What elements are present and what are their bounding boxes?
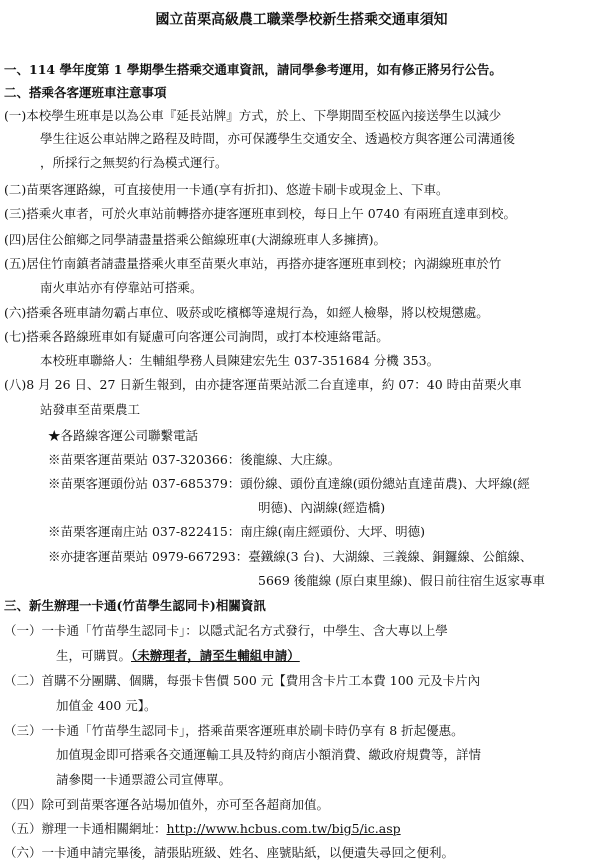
contacts-heading: ★各路線客運公司聯繫電話 bbox=[48, 428, 199, 443]
ic-card-link[interactable]: http://www.hcbus.com.tw/big5/ic.asp bbox=[166, 821, 401, 836]
item-3-3-line1: （三）一卡通「竹苗學生認同卡」，搭乘苗栗客運班車於刷卡時仍享有 8 折起優惠。 bbox=[4, 723, 464, 738]
item-3-1-line1: （一）一卡通「竹苗學生認同卡」：以隱式記名方式發行，中學生、含大專以上學 bbox=[4, 623, 448, 638]
item-3-3-line3: 請參閱一卡通票證公司宣傳單。 bbox=[56, 772, 232, 787]
item-2-8-line1: (八)8 月 26 日、27 日新生報到，由亦捷客運苗栗站派二台直達車，約 07：40 時由苗栗火車 bbox=[4, 377, 522, 392]
contact-line-2a: ※苗栗客運頭份站 037-685379：頭份線、頭份直達線(頭份總站直達苗農)、大坪線(經 bbox=[48, 476, 530, 491]
contact-line-2b: 明德)、內湖線(經造橋) bbox=[258, 500, 386, 515]
contact-line-3: ※苗栗客運南庄站 037-822415：南庄線(南庄經頭份、大坪、明德) bbox=[48, 524, 426, 539]
page-title: 國立苗栗高級農工職業學校新生搭乘交通車須知 bbox=[155, 12, 448, 28]
item-2-5-line2: 南火車站亦有停靠站可搭乘。 bbox=[40, 280, 203, 295]
item-3-4: （四）除可到苗栗客運各站場加值外，亦可至各超商加值。 bbox=[4, 797, 330, 812]
item-2-1-line1: (一)本校學生班車是以為公車『延長站牌』方式，於上、下學期間至校區內接送學生以減少 bbox=[4, 108, 502, 123]
item-2-3: (三)搭乘火車者，可於火車站前轉搭亦捷客運班車到校，每日上午 0740 有兩班直達車到校。 bbox=[4, 206, 517, 221]
item-3-2-line1: （二）首購不分團購、個購，每張卡售價 500 元【費用含卡片工本費 100 元及卡片內 bbox=[4, 673, 481, 688]
section-2-heading: 二、搭乘各客運班車注意事項 bbox=[4, 85, 167, 100]
item-3-3-line2: 加值現金即可搭乘各交通運輸工具及特約商店小額消費、繳政府規費等，詳情 bbox=[56, 747, 482, 762]
item-2-1-line3: ，所採行之無契約行為模式運行。 bbox=[40, 155, 228, 170]
contact-person: 本校班車聯絡人：生輔組學務人員陳建宏先生 037-351684 分機 353。 bbox=[40, 353, 440, 368]
apply-note: （未辦理者，請至生輔組申請） bbox=[131, 648, 300, 663]
contact-line-4a: ※亦捷客運苗栗站 0979-667293：臺鐵線(3 台)、大湖線、三義線、銅鑼線、公館線、 bbox=[48, 549, 533, 564]
item-3-1-line2 bbox=[56, 647, 300, 665]
item-2-1-line2: 學生往返公車站牌之路程及時間，亦可保護學生交通安全、透過校方與客運公司溝通後 bbox=[40, 131, 516, 146]
item-2-7: (七)搭乘各路線班車如有疑慮可向客運公司詢問，或打本校連絡電話。 bbox=[4, 329, 389, 344]
item-3-2-line2: 加值金 400 元】。 bbox=[56, 698, 157, 713]
item-3-5-label: （五）辦理一卡通相關網址： bbox=[4, 821, 167, 836]
section-3-heading: 三、新生辦理一卡通(竹苗學生認同卡)相關資訊 bbox=[4, 598, 266, 613]
item-2-6: (六)搭乘各班車請勿霸占車位、吸菸或吃檳榔等違規行為，如經人檢舉，將以校規懲處。 bbox=[4, 305, 489, 320]
item-3-1-line2-text: 生，可購買。 bbox=[56, 648, 132, 663]
item-3-6: （六）一卡通申請完畢後，請張貼班級、姓名、座號貼紙，以便遺失尋回之便利。 bbox=[4, 845, 455, 860]
item-2-5-line1: (五)居住竹南鎮者請盡量搭乘火車至苗栗火車站，再搭亦捷客運班車到校；內湖線班車於竹 bbox=[4, 256, 502, 271]
item-2-8-line2: 站發車至苗栗農工 bbox=[40, 402, 141, 417]
contact-line-4b: 5669 後龍線 (原白東里線)、假日前往宿生返家專車 bbox=[258, 573, 546, 588]
item-2-2: (二)苗栗客運路線，可直接使用一卡通(享有折扣)、悠遊卡刷卡或現金上、下車。 bbox=[4, 182, 449, 197]
section-1-text: 一、114 學年度第 1 學期學生搭乘交通車資訊，請同學參考運用，如有修正將另行公告。 bbox=[4, 62, 502, 77]
item-2-4: (四)居住公館鄉之同學請盡量搭乘公館線班車(大湖線班車人多擁擠)。 bbox=[4, 232, 387, 247]
item-3-5 bbox=[4, 820, 401, 838]
contact-line-1: ※苗栗客運苗栗站 037-320366：後龍線、大庄線。 bbox=[48, 452, 341, 467]
